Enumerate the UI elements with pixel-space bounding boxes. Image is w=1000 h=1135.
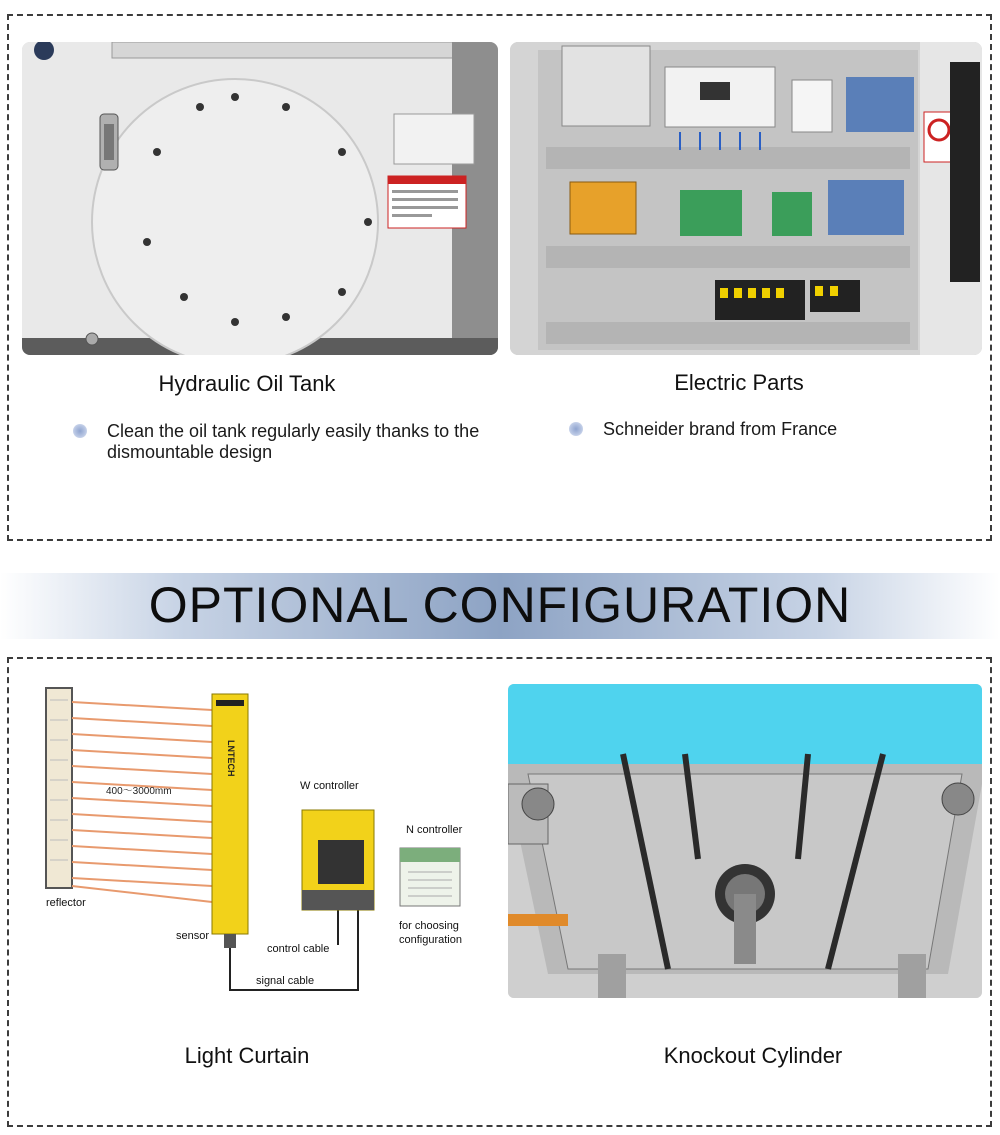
section-title: OPTIONAL CONFIGURATION — [148, 577, 852, 633]
hydraulic-oil-tank-photo — [22, 42, 498, 355]
n-controller-note-line2: configuration — [399, 934, 462, 946]
reflector-label: reflector — [46, 897, 86, 909]
sensor-brand-label: LNTECH — [226, 740, 236, 777]
hydraulic-oil-tank-bullet — [107, 421, 502, 463]
bullet-dot-icon — [569, 422, 583, 436]
section-banner — [0, 573, 1000, 639]
n-controller-note-line1: for choosing — [399, 920, 459, 932]
electric-parts-caption: Electric Parts — [674, 370, 804, 395]
w-controller-label: W controller — [300, 780, 359, 792]
electric-cabinet-photo — [510, 42, 982, 355]
hydraulic-oil-tank-caption: Hydraulic Oil Tank — [158, 371, 336, 396]
light-curtain-diagram — [40, 680, 480, 1000]
control-cable-label: control cable — [267, 943, 330, 955]
light-curtain-caption: Light Curtain — [184, 1043, 310, 1068]
electric-parts-bullet-text: Schneider brand from France — [603, 419, 838, 439]
sensor-label: sensor — [176, 930, 210, 942]
range-label: 400～3000mm — [106, 786, 172, 797]
n-controller-label: N controller — [406, 824, 463, 836]
signal-cable-label: signal cable — [256, 975, 315, 987]
electric-parts-bullet — [603, 419, 963, 440]
knockout-cylinder-photo — [508, 684, 982, 998]
bullet-dot-icon — [73, 424, 87, 438]
knockout-cylinder-caption: Knockout Cylinder — [663, 1043, 843, 1068]
hydraulic-oil-tank-bullet-text: Clean the oil tank regularly easily thanks to the dismountable design — [107, 421, 480, 462]
